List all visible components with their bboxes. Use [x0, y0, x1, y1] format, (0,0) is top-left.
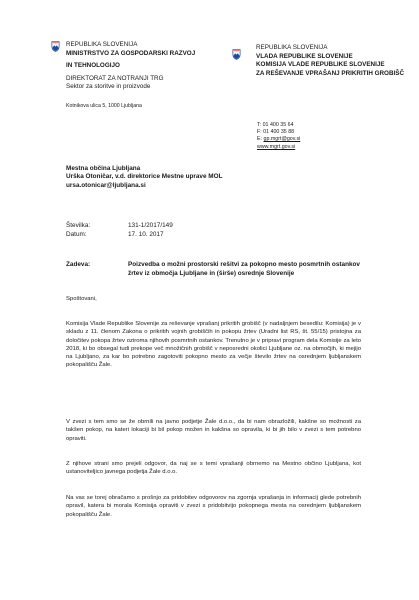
left-letterhead — [66, 41, 195, 92]
letterhead-sector: Sektor za storitve in proizvode — [66, 83, 151, 91]
letterhead-republic: REPUBLIKA SLOVENIJA — [66, 41, 138, 48]
letterhead-commission: KOMISIJA VLADE REPUBLIKE SLOVENIJE — [256, 61, 385, 69]
greeting: Spoštovani, — [66, 296, 97, 302]
right-letterhead — [256, 44, 404, 78]
number-value: 131-1/2017/149 — [128, 222, 173, 229]
number-label: Številka: — [66, 222, 91, 229]
recipient-email: ursa.otonicar@ljubljana.si — [66, 181, 146, 189]
recipient-block — [66, 165, 223, 190]
paragraph: Z njihove strani smo prejeli odgovor, da naj se s temi vprašanji obrnemo na Mestno občino Ljubljana, kot ustanoviteljico javnega podjetja Žale d.o.o. — [66, 461, 361, 476]
contact-email-row — [257, 136, 300, 143]
letterhead-commission-cont: ZA REŠEVANJE VPRAŠANJ PRIKRITIH GROBIŠČ — [256, 69, 404, 77]
contact-email-label: E: — [257, 136, 263, 143]
contact-block — [257, 122, 300, 151]
subject-label: Zadeva: — [66, 261, 91, 268]
date-label: Datum: — [66, 231, 87, 238]
subject-text: Poizvedba o možni prostorski rešitvi za pokopno mesto posmrtnih ostankov žrtev iz območja Ljubljane in (širše) osrednje Slovenije — [128, 261, 360, 277]
letterhead-republic: REPUBLIKA SLOVENIJA — [256, 44, 328, 51]
letterhead-directorate: DIREKTORAT ZA NOTRANJI TRG — [66, 74, 164, 82]
contact-web-link[interactable]: www.mgrt.gov.si — [257, 143, 296, 150]
letterhead-government: VLADA REPUBLIKE SLOVENIJE — [256, 52, 353, 60]
slovenian-coat-of-arms-icon — [51, 41, 60, 52]
letterhead-address: Kotnikova ulica 5, 1000 Ljubljana — [66, 103, 142, 109]
date-value: 17. 10. 2017 — [128, 231, 164, 238]
paragraph: V zvezi s tem smo se že obrnili na javno podjetje Žale d.o.o., da bi nam obrazložili, kakšne so možnosti za takšen pokop, na kateri lokaciji bi bil pokop možen in kakšna so opravila, ki bi jih bilo v zvezi s tem potrebno opraviti. — [66, 419, 361, 442]
letterhead-ministry-cont: IN TEHNOLOGIJO — [66, 62, 120, 70]
contact-phone: T: 01 400 35 64 — [257, 122, 294, 128]
contact-email-link[interactable]: gp.mgrt@gov.si — [263, 136, 301, 143]
letterhead-ministry: MINISTRSTVO ZA GOSPODARSKI RAZVOJ — [66, 49, 196, 57]
slovenian-coat-of-arms-icon — [232, 49, 241, 60]
recipient-name: Mestna občina Ljubljana — [66, 165, 141, 172]
paragraph: Komisija Vlade Republike Slovenije za reševanje vprašanj prikritih grobišč (v nadaljnjem besedilu: Komisija) je v skladu z 11. členom Zakona o prikritih vojnih grobiščih in pokopu žrtev (Uradni list RS, št. 55/15) pristojna za določitev pokopa žrtev oziroma njihovih posmrtnih ostankov. Trenutno je v pripravi program dela Komisije za leto 2018, ki bo obsegal tudi prekope več množičnih grobišč v neposredni okolici Ljubljane oz. na območjih, ki mejijo na Ljubljano, za kar bo potrebno zagotoviti pokopno mesto za večje število žrtev na osrednjem ljubljanskem pokopališču Žale. — [66, 321, 361, 369]
paragraph: Na vas se torej obračamo s prošnjo za pridobitev odgovorov na zgornja vprašanja in informacij glede potrebnih opravil, katera bi morala Komisija opraviti v zvezi s pridobitvijo pokopnega mesta na osrednjem ljubljanskem pokopališču Žale. — [66, 495, 361, 518]
recipient-person: Urška Otoničar, v.d. direktorice Mestne uprave MOL — [66, 173, 223, 181]
contact-fax: F: 01 400 35 88 — [257, 129, 295, 136]
